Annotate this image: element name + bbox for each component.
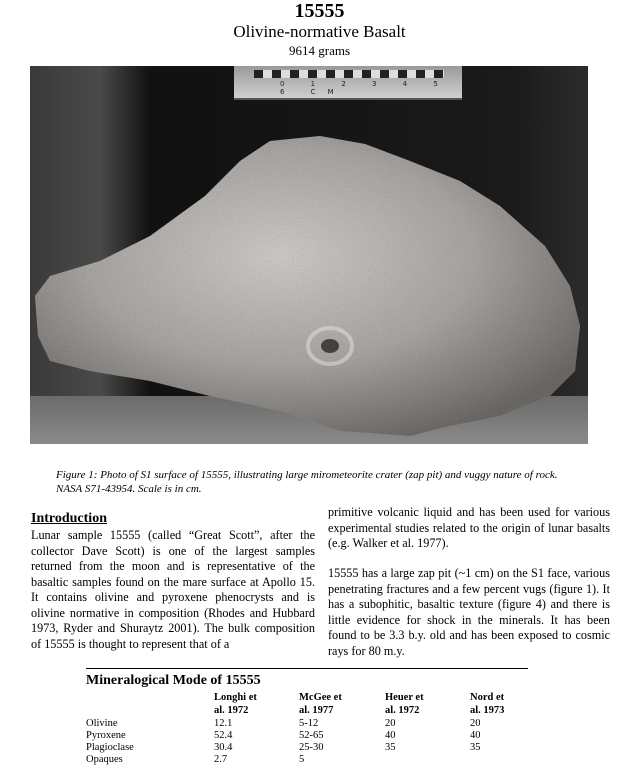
column-header-line: Heuer et: [385, 692, 424, 703]
column-header-line: Longhi et: [214, 692, 257, 703]
column-header-line: al. 1977: [299, 705, 334, 716]
rock-body: [35, 136, 580, 436]
column-header-line: Nord et: [470, 692, 505, 703]
sample-photo: [30, 66, 588, 444]
sample-mass: 9614 grams: [288, 43, 351, 58]
table-cell: 2.7: [214, 754, 228, 765]
mineral-name: Pyroxene: [86, 730, 126, 741]
column-header-line: al. 1973: [470, 705, 505, 716]
mode-table-title: Mineralogical Mode of 15555: [86, 673, 261, 688]
table-cell: 35: [385, 742, 396, 753]
section-rule: [86, 668, 528, 669]
introduction-right-column-bottom: 15555 has a large zap pit (~1 cm) on the S1 face, various penetrating fractures and a few percent vugs (figure 1). It has a subophitic, basaltic texture (figure 4) and there is little evidence for shock in the minerals. It has been found to be 3.3 b.y. old and has been exposed to cosmic rays for 80 m.y.: [328, 566, 610, 658]
table-cell: 12.1: [214, 718, 233, 729]
mineral-name: Olivine: [86, 718, 118, 729]
mineral-name: Plagioclase: [86, 742, 134, 753]
table-cell: 35: [470, 742, 481, 753]
zap-pit: [321, 339, 339, 353]
introduction-heading: Introduction: [31, 511, 107, 526]
sample-number: 15555: [294, 0, 345, 22]
figure-caption: Figure 1: Photo of S1 surface of 15555, illustrating large mirometeorite crater (zap pit) and vuggy nature of rock. NASA S71-43954. Scale is in cm.: [56, 469, 558, 495]
introduction-left-column: Lunar sample 15555 (called “Great Scott”, after the collector Dave Scott) is one of the largest samples returned from the moon and is representative of the basaltic samples found on the mare surface at Apollo 15. It contains olivine and pyroxene phenocrysts and is olivine normative in composition (Rhodes and Hubbard 1973, Ryder and Shuraytz 2001). The bulk composition of 15555 is thought to represent that of a: [31, 528, 315, 651]
table-cell: 5-12: [299, 718, 319, 729]
column-header-line: al. 1972: [214, 705, 249, 716]
table-cell: 52-65: [299, 730, 324, 741]
column-header: [299, 691, 342, 717]
table-cell: 40: [385, 730, 396, 741]
table-cell: 20: [385, 718, 396, 729]
column-header-line: McGee et: [299, 692, 342, 703]
table-cell: 52.4: [214, 730, 233, 741]
introduction-right-column-top: primitive volcanic liquid and has been used for various experimental studies related to the origin of lunar basalts (e.g. Walker et al. 1977).: [328, 505, 610, 550]
column-header: [385, 691, 424, 717]
column-header: [214, 691, 257, 717]
table-cell: 5: [299, 754, 305, 765]
scale-bar: [254, 70, 444, 78]
column-header-line: al. 1972: [385, 705, 420, 716]
mineral-name: Opaques: [86, 754, 123, 765]
rock-sample-image: [30, 126, 588, 444]
column-header: [470, 691, 504, 717]
table-cell: 40: [470, 730, 481, 741]
table-cell: 25-30: [299, 742, 324, 753]
table-cell: 30.4: [214, 742, 233, 753]
rock-type: Olivine-normative Basalt: [233, 22, 406, 41]
scale-cube: [234, 66, 462, 100]
scale-numbers: 0 1 2 3 4 5 6 CM: [280, 80, 450, 96]
table-cell: 20: [470, 718, 481, 729]
